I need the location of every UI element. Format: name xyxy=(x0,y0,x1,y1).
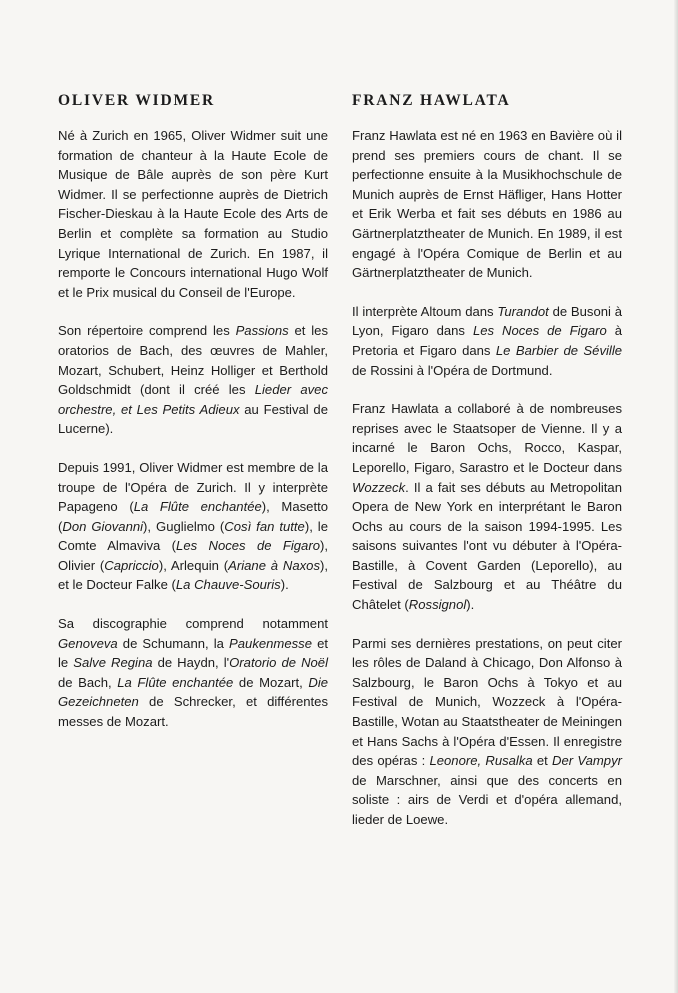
italic-title: Leonore, Rusalka xyxy=(429,753,533,769)
text-run: ), Guglielmo ( xyxy=(143,518,225,534)
text-run: ), et le Docteur Falke ( xyxy=(58,557,328,593)
italic-title: Der Vampyr xyxy=(552,753,622,769)
text-run: Sa discographie comprend notamment xyxy=(58,616,328,632)
text-run: de Schumann, la xyxy=(117,635,230,651)
italic-title: Don Giovanni xyxy=(62,518,144,534)
italic-title: Genoveva xyxy=(58,635,118,651)
text-run: de Rossini à l'Opéra de Dortmund. xyxy=(352,362,553,378)
bio-paragraph xyxy=(352,302,622,380)
italic-title: Passions xyxy=(235,323,289,339)
text-run: de Haydn, l' xyxy=(152,655,230,671)
bio-paragraph xyxy=(58,458,328,595)
bio-paragraph xyxy=(352,634,622,830)
bio-paragraph xyxy=(58,126,328,302)
bio-paragraph xyxy=(352,399,622,615)
italic-title: Paukenmesse xyxy=(229,635,312,651)
italic-title: Rossignol xyxy=(408,597,467,613)
biography-franz-hawlata xyxy=(352,92,622,830)
text-run: de Bach, xyxy=(58,674,118,690)
text-run: au Festival de Lucerne). xyxy=(58,401,329,437)
italic-title: Turandot xyxy=(497,303,549,319)
text-run: de Schrecker, et différentes messes de Mozart. xyxy=(58,694,328,730)
text-run: Depuis 1991, Oliver Widmer est membre de la troupe de l'Opéra de Zurich. Il y interprète Papageno ( xyxy=(58,459,328,515)
italic-title: Die Gezeichneten xyxy=(58,674,329,710)
text-run: Né à Zurich en 1965, Oliver Widmer suit une formation de chanteur à la Haute Ecole de Musique de Bâle auprès de son père Kurt Widmer. Il se perfectionne auprès de Dietrich Fischer-Dieskau à la Haute Ecole des Arts de Berlin et complète sa formation au Studio Lyrique International de Zurich. En 1987, il remporte le Concours international Hugo Wolf et le Prix musical du Conseil de l'Europe. xyxy=(58,128,328,300)
text-run: ), Arlequin ( xyxy=(158,557,229,573)
italic-title: Le Barbier de Séville xyxy=(495,342,623,358)
text-run: de Marschner, ainsi que des concerts en soliste : airs de Verdi et d'opéra allemand, lieder de Loewe. xyxy=(352,772,622,827)
italic-title: Les Noces de Figaro xyxy=(176,538,320,554)
italic-title: Lieder avec orchestre, et Les Petits Adieux xyxy=(58,382,328,417)
text-run: à Pretoria et Figaro dans xyxy=(352,323,622,358)
heading-franz-hawlata: FRANZ HAWLATA xyxy=(352,92,511,109)
italic-title: La Chauve-Souris xyxy=(175,577,281,593)
text-run: et les oratorios de Bach, des œuvres de Mahler, Mozart, Schubert, Heinz Holliger et Berthold Goldschmidt (dont il créé les xyxy=(58,323,328,398)
text-run: Franz Hawlata est né en 1963 en Bavière où il prend ses premiers cours de chant. Il se perfectionne ensuite à la Musikhochschule de Munich auprès de Ernst Häfliger, Hans Hotter et Erik Werba et fait ses débuts en 1986 au Gärtnerplatztheater de Munich. En 1989, il est engagé à l'Opéra Comique de Berlin et au Gärtnerplatztheater de Munich. xyxy=(352,128,622,281)
biography-oliver-widmer xyxy=(58,92,328,732)
text-run: ), Olivier ( xyxy=(58,538,328,573)
text-run: de Busoni à Lyon, Figaro dans xyxy=(352,303,623,339)
italic-title: Les Noces de Figaro xyxy=(472,323,607,339)
bio-paragraph xyxy=(352,126,622,283)
text-run: ). xyxy=(280,577,289,593)
heading-oliver-widmer: OLIVER WIDMER xyxy=(58,92,216,109)
italic-title: Così fan tutte xyxy=(224,518,305,534)
italic-title: La Flûte enchantée xyxy=(117,674,234,690)
italic-title: La Flûte enchantée xyxy=(133,499,262,515)
text-run: ), Masetto ( xyxy=(58,499,328,534)
italic-title: Salve Regina xyxy=(73,655,153,671)
italic-title: Ariane à Naxos xyxy=(228,557,320,573)
text-run: et xyxy=(532,753,553,769)
text-run: . Il a fait ses débuts au Metropolitan Opera de New York en interprétant le Baron Ochs au cours de la saison 1994-1995. Les saisons suivantes l'ont vu débuter à l'Opéra-Bastille, à Covent Garden (Leporello), au Festival de Salzbourg et au Théâtre du Châtelet ( xyxy=(352,479,622,613)
text-run: Il interprète Altoum dans xyxy=(352,303,498,319)
text-run: Son répertoire comprend les xyxy=(58,323,236,339)
text-run: ), le Comte Almaviva ( xyxy=(58,518,328,554)
italic-title: Capriccio xyxy=(104,557,159,573)
page-edge-shadow xyxy=(674,0,678,993)
text-run: ). xyxy=(466,597,475,613)
text-run: et le xyxy=(58,635,328,671)
italic-title: Wozzeck xyxy=(352,479,406,495)
text-run: Franz Hawlata a collaboré à de nombreuses reprises avec le Staatsoper de Vienne. Il y a incarné le Baron Ochs, Rocco, Kaspar, Leporello, Figaro, Sarastro et le Docteur dans xyxy=(352,401,622,475)
text-run: Parmi ses dernières prestations, on peut citer les rôles de Daland à Chicago, Don Alfonso à Salzbourg, le Baron Ochs à Tokyo et au Festival de Munich, Wozzeck à l'Opéra-Bastille, Wotan au Staatstheater de Meiningen et Hans Sachs à l'Opéra d'Essen. Il enregistre des opéras : xyxy=(352,635,622,769)
bio-paragraph xyxy=(58,614,328,732)
text-run: de Mozart, xyxy=(233,674,309,690)
italic-title: Oratorio de Noël xyxy=(229,655,328,671)
bio-paragraph xyxy=(58,321,328,439)
